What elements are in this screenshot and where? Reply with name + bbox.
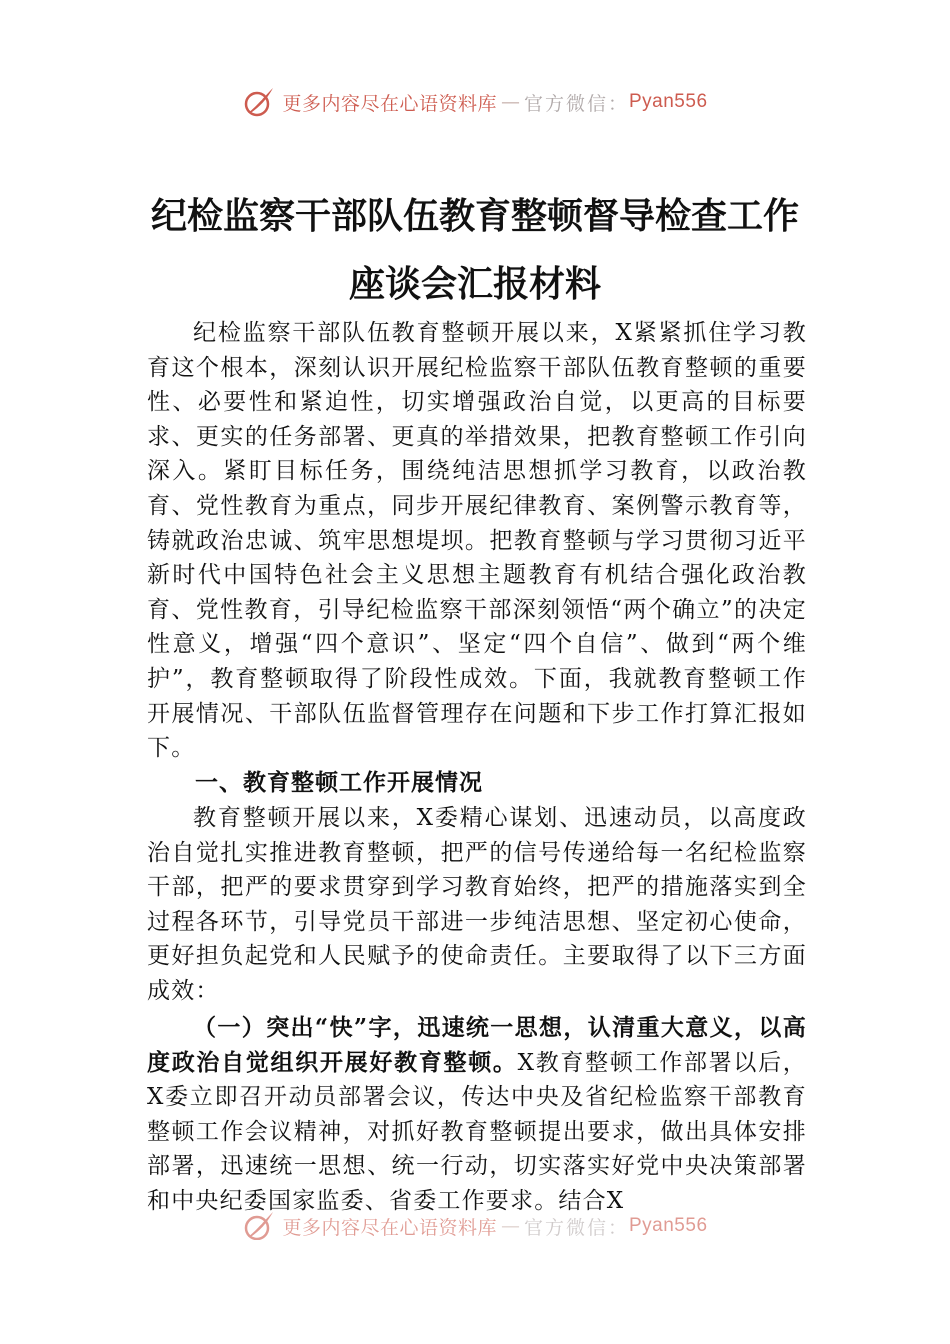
document-title-line-2: 座谈会汇报材料	[348, 264, 601, 305]
watermark-wechat-id: Pyan556	[629, 91, 708, 112]
section-heading-1: 一、教育整顿工作开展情况	[195, 770, 483, 796]
watermark-main-text: 更多内容尽在心语资料库	[282, 92, 497, 115]
quill-logo-icon	[242, 85, 276, 119]
document-title-line-1: 纪检监察干部队伍教育整顿督导检查工作	[150, 196, 799, 237]
body-paragraph-intro: 纪检监察干部队伍教育整顿开展以来，X紧紧抓住学习教育这个根本，深刻认识开展纪检监察干部队伍教育整顿的重要性、必要性和紧迫性，切实增强政治自觉，以更高的目标要求、更实的任务部署、更真的举措效果，把教育整顿工作引向深入。紧盯目标任务，围绕纯洁思想抓学习教育，以政治教育、党性教育为重点，同步开展纪律教育、案例警示教育等，铸就政治忠诚、筑牢思想堤坝。把教育整顿与学习贯彻习近平新时代中国特色社会主义思想主题教育有机结合强化政治教育、党性教育，引导纪检监察干部深刻领悟“两个确立”的决定性意义，增强“四个意识”、坚定“四个自信”、做到“两个维护”，教育整顿取得了阶段性成效。下面，我就教育整顿工作开展情况、干部队伍监督管理存在问题和下步工作打算汇报如下。	[147, 320, 807, 762]
watermark-main-text: 更多内容尽在心语资料库	[282, 1216, 497, 1239]
subsection-1-text: X教育整顿工作部署以后，X委立即召开动员部署会议，传达中央及省纪检监察干部教育整顿工作会议精神，对抓好教育整顿提出要求，做出具体安排部署，迅速统一思想、统一行动，切实落实好党中央决策部署和中央纪委国家监委、省委工作要求。结合X	[147, 1049, 808, 1214]
body-paragraph-subsection1	[147, 1011, 807, 1219]
watermark-header	[0, 80, 950, 124]
subsection-1-lead: （一）突出“快”字，迅速统一思想，认清重大意义，以高度政治自觉组织开展好教育整顿。	[147, 1014, 807, 1076]
watermark-footer	[0, 1200, 950, 1240]
body-paragraph-section1: 教育整顿开展以来，X委精心谋划、迅速动员，以高度政治自觉扎实推进教育整顿，把严的信号传递给每一名纪检监察干部，把严的要求贯穿到学习教育始终，把严的措施落实到全过程各环节，引导党员干部进一步纯洁思想、坚定初心使命，更好担负起党和人民赋予的使命责任。主要取得了以下三方面成效：	[147, 805, 807, 1004]
watermark-separator: —	[500, 1215, 520, 1237]
watermark-wechat-label: 官方微信：	[523, 92, 629, 115]
quill-logo-icon	[242, 1209, 276, 1240]
watermark-wechat-id: Pyan556	[629, 1215, 708, 1236]
watermark-separator: —	[500, 91, 520, 113]
watermark-wechat-label: 官方微信：	[523, 1216, 629, 1239]
